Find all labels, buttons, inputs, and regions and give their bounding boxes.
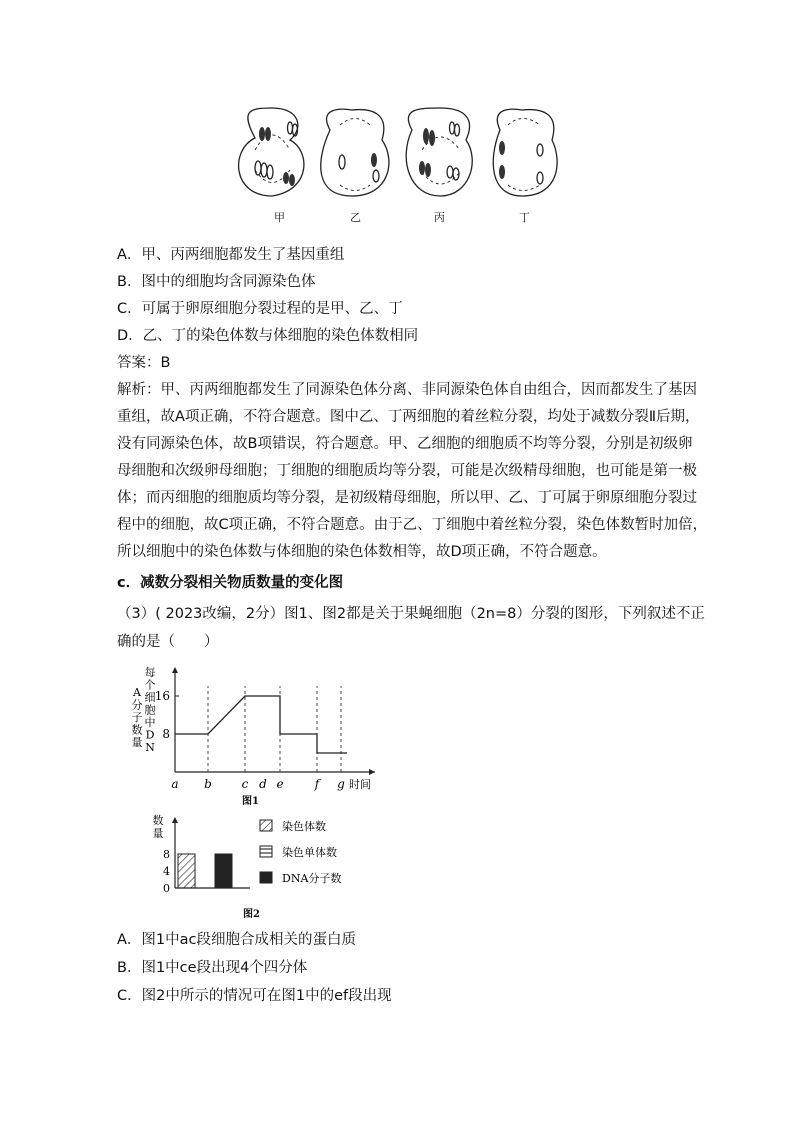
fig1-ylabel-char: 细 — [144, 691, 156, 704]
analysis-line-3: 没有同源染色体，故B项错误，符合题意。甲、乙细胞的细胞质不均等分裂，分别是初级卵 — [117, 436, 693, 452]
fig1-x-tick-label: e — [276, 777, 284, 791]
cell-yi — [321, 109, 389, 196]
fig2-legend-swatch — [260, 846, 272, 857]
prev-option-c: C．可属于卵原细胞分裂过程的是甲、乙、丁 — [117, 301, 403, 317]
prev-option-a: A．甲、丙两细胞都发生了基因重组 — [117, 247, 345, 263]
fig2-y-tick-label: 0 — [163, 882, 170, 895]
fig1-ylabel-char: 个 — [144, 678, 156, 692]
fig2-ylabel-char: 数 — [152, 814, 164, 827]
prev-option-d: D．乙、丁的染色体数与体细胞的染色体数相同 — [117, 328, 419, 344]
figure1-line-chart — [120, 662, 400, 812]
analysis-line-1: 解析：甲、丙两细胞都发生了同源染色体分离、非同源染色体自由组合，因而都发生了基因 — [117, 382, 697, 398]
fig2-legend-label: 染色单体数 — [282, 846, 337, 859]
fig1-ylabel-char: 子 — [131, 711, 143, 724]
fig1-ylabel-char: 量 — [131, 736, 143, 749]
analysis-line-4: 母细胞和次级卵母细胞；丁细胞的细胞质均等分裂，可能是次级精母细胞，也可能是第一极 — [117, 463, 697, 479]
fig1-ylabel-char: A — [133, 686, 141, 699]
question-stem-2: 确的是（ ） — [117, 634, 219, 650]
fig1-x-tick-label: d — [259, 777, 267, 791]
fig2-bar — [215, 854, 232, 888]
fig2-ylabel-char: 量 — [152, 827, 164, 840]
cell-label-yi: 乙 — [350, 211, 361, 224]
analysis-line-7: 所以细胞中的染色体数与体细胞的染色体数相等，故D项正确，不符合题意。 — [117, 544, 607, 560]
fig1-ylabel-char: 每 — [144, 666, 156, 679]
fig2-legend-label: 染色体数 — [282, 820, 326, 833]
fig2-legend-swatch — [260, 820, 272, 831]
analysis-line-2: 重组，故A项正确，不符合题意。图中乙、丁两细胞的着丝粒分裂，均处于减数分裂Ⅱ后期， — [117, 409, 700, 425]
fig2-legend-label: DNA分子数 — [282, 872, 342, 885]
option-a: A．图1中ac段细胞合成相关的蛋白质 — [117, 932, 357, 948]
fig2-y-tick-label: 4 — [163, 865, 170, 878]
cell-label-jia: 甲 — [274, 211, 285, 224]
fig1-ylabel-char: N — [145, 741, 155, 754]
fig1-x-tick-label: g — [337, 777, 345, 791]
fig1-x-tick-label: b — [204, 777, 212, 791]
fig1-x-tick-label: a — [171, 777, 179, 791]
option-b: B．图1中ce段出现4个四分体 — [117, 960, 308, 976]
fig1-x-tick-label: c — [241, 777, 249, 791]
fig2-y-arrow — [172, 817, 178, 823]
figure2-bar-chart — [150, 808, 380, 908]
fig1-series-line — [175, 696, 341, 753]
cell-label-bing: 丙 — [434, 211, 445, 224]
answer: 答案：B — [117, 355, 171, 371]
fig1-ylabel-char: 数 — [131, 723, 143, 737]
fig1-xlabel: 时间 — [349, 778, 371, 791]
fig2-bar — [178, 854, 195, 888]
cell-bing — [406, 108, 472, 196]
option-c: C．图2中所示的情况可在图1中的ef段出现 — [117, 988, 392, 1004]
fig1-x-tick-label: f — [314, 777, 320, 791]
question-stem-1: （3）( 2023改编，2分）图1、图2都是关于果蝇细胞（2n=8）分裂的图形，下列叙述不正 — [117, 606, 705, 622]
fig1-ylabel-char: 胞 — [144, 703, 156, 717]
analysis-line-6: 程中的细胞，故C项正确，不符合题意。由于乙、丁细胞中着丝粒分裂，染色体数暂时加倍， — [117, 517, 708, 533]
fig1-x-arrow — [369, 769, 375, 775]
fig2-legend-swatch — [260, 872, 272, 883]
fig1-ylabel-char: D — [145, 728, 155, 742]
prev-option-b: B．图中的细胞均含同源染色体 — [117, 274, 316, 290]
fig1-y-tick-label: 8 — [162, 727, 170, 741]
cell-figure — [0, 0, 794, 234]
cell-jia — [239, 108, 304, 196]
fig1-ylabel-char: 分 — [131, 698, 143, 712]
cell-diagrams — [0, 0, 794, 230]
analysis-line-5: 体；而丙细胞的细胞质均等分裂，是初级精母细胞，所以甲、乙、丁可属于卵原细胞分裂过 — [117, 490, 697, 506]
fig1-title: 图1 — [242, 796, 259, 807]
fig1-y-arrow — [172, 667, 178, 673]
fig1-ylabel-char: 中 — [144, 716, 156, 729]
cell-ding — [493, 109, 557, 196]
fig2-y-tick-label: 8 — [163, 848, 170, 861]
fig1-y-tick-label: 16 — [154, 689, 170, 703]
fig2-title: 图2 — [243, 909, 260, 920]
cell-label-ding: 丁 — [519, 211, 530, 224]
section-heading: c．减数分裂相关物质数量的变化图 — [117, 575, 344, 591]
